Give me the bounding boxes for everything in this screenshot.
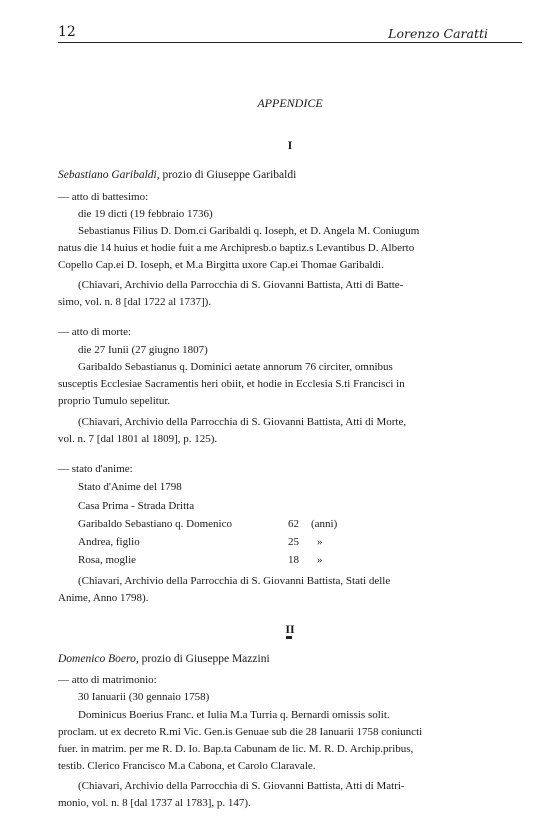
- section-heading-2: [58, 652, 270, 667]
- census-name: Andrea, figlio: [78, 536, 140, 548]
- census-source-line: Anime, Anno 1798).: [58, 592, 149, 604]
- census-age: 18: [288, 554, 299, 566]
- death-text-line: susceptis Ecclesiae Sacramentis heri obiit, et hodie in Ecclesia S.ti Francisci in: [58, 378, 405, 390]
- section-heading-1: [58, 168, 296, 183]
- section-numeral-1: I: [287, 138, 293, 152]
- census-row: [78, 553, 136, 568]
- census-row: [78, 535, 140, 550]
- heading-name: Sebastiano Garibaldi,: [58, 169, 160, 181]
- census-name: Garibaldo Sebastiano q. Domenico: [78, 518, 232, 530]
- heading-rest: prozio di Giuseppe Garibaldi: [159, 169, 297, 181]
- baptism-source-line: (Chiavari, Archivio della Parrocchia di S. Giovanni Battista, Atti di Batte-: [78, 279, 404, 291]
- marriage-source-line: monio, vol. n. 8 [dal 1737 al 1783], p. 147).: [58, 797, 251, 809]
- census-unit: »: [317, 554, 323, 566]
- appendix-title: APPENDICE: [257, 96, 323, 110]
- heading-rest: prozio di Giuseppe Mazzini: [138, 653, 270, 665]
- census-source-line: (Chiavari, Archivio della Parrocchia di S. Giovanni Battista, Stati delle: [78, 575, 391, 587]
- page-number: 12: [58, 24, 76, 40]
- marriage-date: 30 Ianuarii (30 gennaio 1758): [78, 691, 210, 703]
- death-text-line: Garibaldo Sebastianus q. Dominici aetate annorum 76 circiter, omnibus: [78, 361, 393, 373]
- marriage-source-line: (Chiavari, Archivio della Parrocchia di S. Giovanni Battista, Atti di Matri-: [78, 780, 405, 792]
- running-title: Lorenzo Caratti: [388, 26, 488, 41]
- baptism-source-line: simo, vol. n. 8 [dal 1722 al 1737]).: [58, 296, 212, 308]
- baptism-date: die 19 dicti (19 febbraio 1736): [78, 208, 213, 220]
- heading-name: Domenico Boero,: [58, 653, 139, 665]
- census-age: 62: [288, 518, 299, 530]
- marriage-label: — atto di matrimonio:: [58, 674, 157, 686]
- census-unit: »: [317, 536, 323, 548]
- census-label: — stato d'anime:: [58, 463, 133, 475]
- marriage-text-line: Dominicus Boerius Franc. et Iulia M.a Turria q. Bernardi omissis solit.: [78, 709, 390, 721]
- marriage-text-line: proclam. ut ex decreto R.mi Vic. Gen.is Genuae sub die 28 Ianuarii 1758 coniuncti: [58, 726, 423, 738]
- baptism-text-line: Sebastianus Filius D. Dom.ci Garibaldi q. Ioseph, et D. Angela M. Coniugum: [78, 225, 420, 237]
- death-date: die 27 Iunii (27 giugno 1807): [78, 344, 208, 356]
- census-age: 25: [288, 536, 299, 548]
- census-line: Casa Prima - Strada Dritta: [78, 500, 195, 512]
- running-header: [58, 22, 522, 43]
- census-unit: (anni): [311, 518, 338, 530]
- marriage-text-line: fuer. in matrim. per me R. D. Io. Bap.ta Cabunam de lic. M. R. D. Archip.pribus,: [58, 743, 414, 755]
- death-source-line: (Chiavari, Archivio della Parrocchia di S. Giovanni Battista, Atti di Morte,: [78, 416, 407, 428]
- census-line: Stato d'Anime del 1798: [78, 481, 182, 493]
- death-label: — atto di morte:: [58, 326, 132, 338]
- ink-mark: [286, 636, 292, 639]
- death-source-line: vol. n. 7 [dal 1801 al 1809], p. 125).: [58, 433, 218, 445]
- death-text-line: proprio Tumulo sepelitur.: [58, 395, 171, 407]
- section-numeral-2: II: [285, 622, 295, 636]
- census-name: Rosa, moglie: [78, 554, 137, 566]
- marriage-text-line: testib. Clerico Francisco M.a Cabona, et Carolo Claravale.: [58, 760, 316, 772]
- census-row: [78, 517, 232, 532]
- baptism-label: — atto di battesimo:: [58, 191, 149, 203]
- baptism-text-line: natus die 14 huius et hodie fuit a me Archipresb.o baptiz.s Levantibus D. Alberto: [58, 242, 415, 254]
- baptism-text-line: Copello Cap.ei D. Ioseph, et M.a Birgitta uxore Cap.ei Thomae Garibaldi.: [58, 259, 384, 271]
